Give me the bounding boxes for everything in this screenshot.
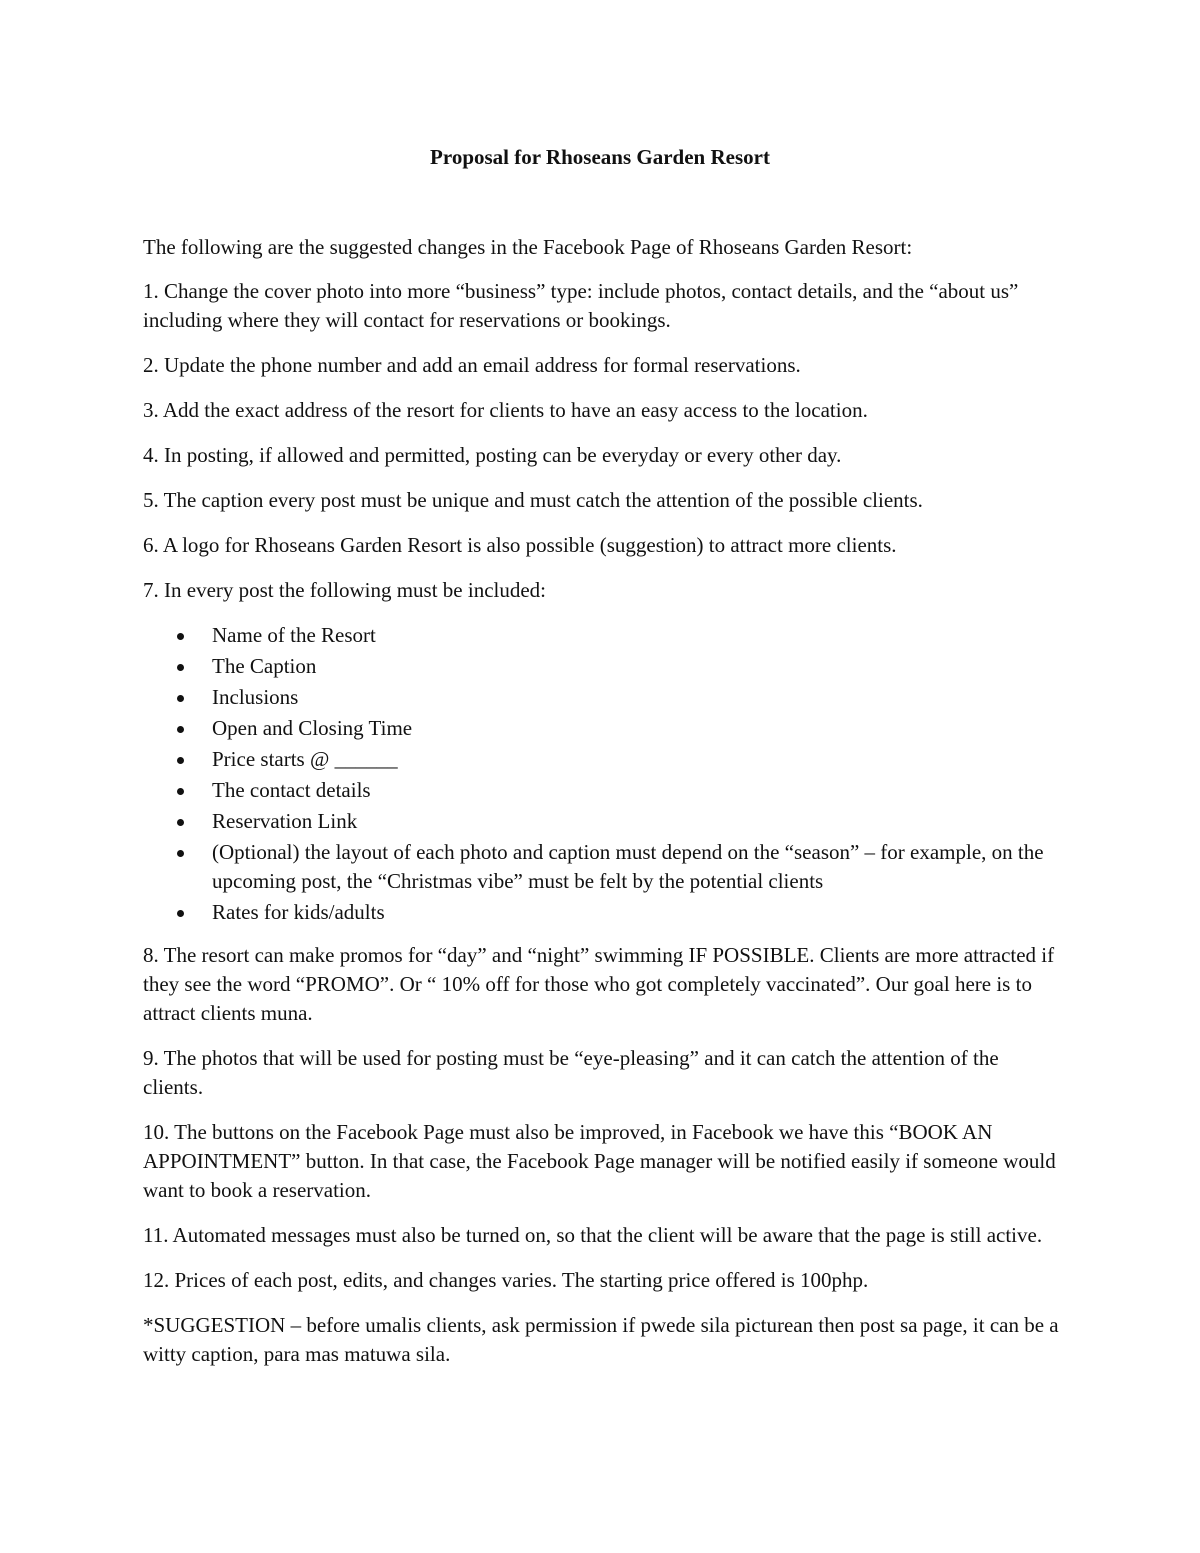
document-body <box>143 233 1063 1385</box>
item-10: 10. The buttons on the Facebook Page must also be improved, in Facebook we have this “BOOK AN APPOINTMENT” button. In that case, the Facebook Page manager will be notified easily if someone would want to book a reservation. <box>143 1120 1056 1202</box>
bullet-text: The Caption <box>212 654 317 678</box>
bullet-icon <box>177 819 184 826</box>
bullet-item <box>143 745 1063 774</box>
bullet-icon <box>177 757 184 764</box>
bullet-icon <box>177 788 184 795</box>
item-7: 7. In every post the following must be included: <box>143 578 547 602</box>
bullet-item <box>143 621 1063 650</box>
item-5: 5. The caption every post must be unique and must catch the attention of the possible clients. <box>143 488 923 512</box>
bullet-item <box>143 898 1063 927</box>
suggestion-paragraph: *SUGGESTION – before umalis clients, ask permission if pwede sila picturean then post sa page, it can be a witty caption, para mas matuwa sila. <box>143 1313 1059 1366</box>
intro-paragraph: The following are the suggested changes in the Facebook Page of Rhoseans Garden Resort: <box>143 235 913 259</box>
bullet-item <box>143 776 1063 805</box>
bullet-text: Price starts @ ______ <box>212 747 398 771</box>
item-11: 11. Automated messages must also be turned on, so that the client will be aware that the page is still active. <box>143 1223 1043 1247</box>
included-items-list <box>143 621 1063 927</box>
bullet-text: Inclusions <box>212 685 299 709</box>
bullet-icon <box>177 850 184 857</box>
bullet-item <box>143 838 1063 896</box>
item-1: 1. Change the cover photo into more “business” type: include photos, contact details, and the “about us” including where they will contact for reservations or bookings. <box>143 279 1019 332</box>
bullet-text: Open and Closing Time <box>212 716 413 740</box>
bullet-icon <box>177 633 184 640</box>
item-12: 12. Prices of each post, edits, and changes varies. The starting price offered is 100php. <box>143 1268 869 1292</box>
bullet-icon <box>177 726 184 733</box>
item-4: 4. In posting, if allowed and permitted, posting can be everyday or every other day. <box>143 443 842 467</box>
bullet-text: Reservation Link <box>212 809 358 833</box>
bullet-icon <box>177 695 184 702</box>
bullet-item <box>143 652 1063 681</box>
item-8: 8. The resort can make promos for “day” and “night” swimming IF POSSIBLE. Clients are more attracted if they see the word “PROMO”. Or “ 10% off for those who got completely vaccinated”. Our goal here is to attract clients muna. <box>143 943 1055 1025</box>
item-3: 3. Add the exact address of the resort for clients to have an easy access to the location. <box>143 398 868 422</box>
bullet-icon <box>177 910 184 917</box>
bullet-item <box>143 683 1063 712</box>
item-6: 6. A logo for Rhoseans Garden Resort is also possible (suggestion) to attract more clients. <box>143 533 897 557</box>
bullet-text: Name of the Resort <box>212 623 376 647</box>
bullet-text: (Optional) the layout of each photo and caption must depend on the “season” – for example, on the upcoming post, the “Christmas vibe” must be felt by the potential clients <box>212 840 1044 893</box>
item-9: 9. The photos that will be used for posting must be “eye-pleasing” and it can catch the attention of the clients. <box>143 1046 999 1099</box>
bullet-text: The contact details <box>212 778 371 802</box>
document-title: Proposal for Rhoseans Garden Resort <box>430 145 770 169</box>
item-2: 2. Update the phone number and add an email address for formal reservations. <box>143 353 801 377</box>
bullet-item <box>143 807 1063 836</box>
bullet-text: Rates for kids/adults <box>212 900 385 924</box>
bullet-icon <box>177 664 184 671</box>
bullet-item <box>143 714 1063 743</box>
